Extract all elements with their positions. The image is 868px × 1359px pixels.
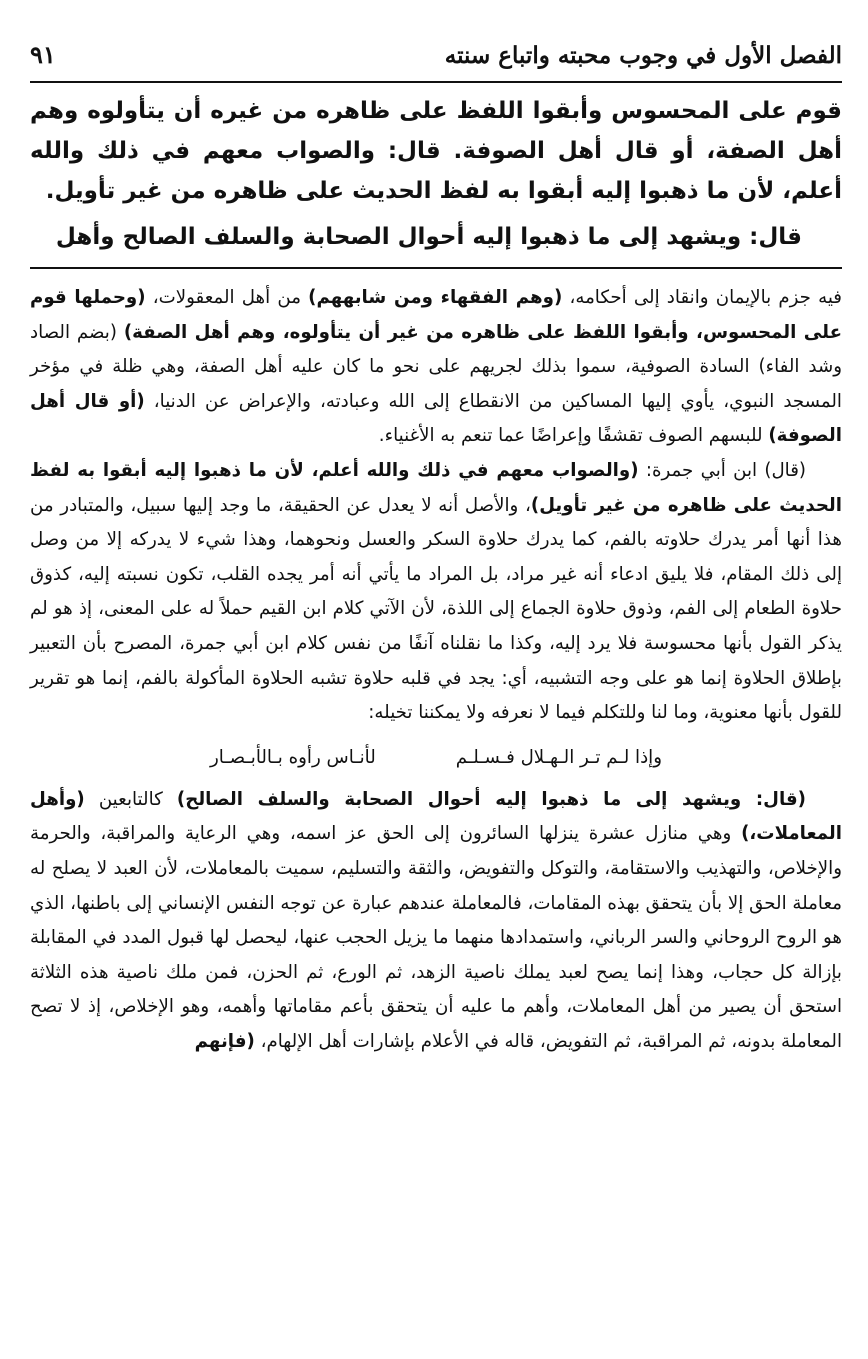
main-text <box>30 91 842 257</box>
main-paragraph: قال: ويشهد إلى ما ذهبوا إليه أحوال الصحابة والسلف الصالح وأهل <box>55 224 802 250</box>
commentary-text: من أهل المعقولات، <box>145 287 309 308</box>
verse-second-hemistich: لأنـاس رأوه بـالأبـصـار <box>210 746 376 768</box>
commentary-text: وهي منازل عشرة ينزلها السائرون إلى الحق عز اسمه، وهي الرعاية والمراقبة، والحرمة والإخلاص، والتهذيب والاستقامة، والتوكل والتفويض، والثقة والتسليم، سميت بالمعاملات، لأن العبد لا يصلح له معاملة الحق إلا بأن يتحقق بهذه المقامات، فالمعاملة عندهم عبارة عن توجه النفس الإنساني إلى باطنها، الذي هو الروح الروحاني والسر الرباني، واستمدادها منهما ما يزيل الحجب عنها، ليحصل لها قبول المدد في المقابلة بإزالة كل حجاب، وهذا إنما يصح لعبد يملك ناصية الزهد، ثم الورع، ثم الحزن، فمن ملك ناصية هذه الثلاثة استحق أن يصير من أهل المعاملات، وأهم ما عليه أن يتحقق بأعم مقاماتها وأهمه، وهو الإخلاص، إذ لا تصح المعاملة بدونه، ثم المراقبة، ثم التفويض، قاله في الأعلام بإشارات أهل الإلهام، <box>30 823 842 1052</box>
commentary-text: فيه جزم بالإيمان وانقاد إلى أحكامه، <box>562 287 842 308</box>
quoted-matn-text: (وحملها قوم على المحسوس، وأبقوا اللفظ على ظاهره من غير أن يتأولوه، وهم أهل الصفة) <box>30 287 843 343</box>
commentary-text: للبسهم الصوف تقشفًا وإعراضًا عما تنعم به الأغنياء. <box>378 425 769 447</box>
commentary-divider <box>30 267 842 269</box>
commentary-text: (قال) ابن أبي جمرة: <box>638 459 807 481</box>
quoted-matn-text: (فإنهم <box>194 1030 255 1052</box>
poetry-verse <box>30 735 842 781</box>
quoted-matn-text: (والصواب معهم في ذلك والله أعلم، لأن ما ذهبوا إليه أبقوا به لفظ الحديث على ظاهره من غير تأويل) <box>30 459 842 516</box>
quoted-matn-text: (وأهل المعاملات،) <box>30 788 842 845</box>
commentary-text: كالتابعين <box>84 788 177 810</box>
commentary-paragraph <box>30 454 842 731</box>
chapter-title: الفصل الأول في وجوب محبته واتباع سنته <box>444 42 842 69</box>
main-paragraph: قوم على المحسوس وأبقوا اللفظ على ظاهره من غيره أن يتأولوه وهم أهل الصفة، أو قال أهل الصوفة. قال: والصواب معهم في ذلك والله أعلم، لأن ما ذهبوا إليه أبقوا به لفظ الحديث على ظاهره من غير تأويل. <box>30 98 842 204</box>
quoted-matn-text: (وهم الفقهاء ومن شابههم) <box>308 287 563 308</box>
commentary-paragraph <box>30 281 842 454</box>
commentary <box>30 281 842 1059</box>
commentary-text: (بضم الصاد وشد الفاء) السادة الصوفية، سموا بذلك لجريهم على نحو ما كان عليه أهل الصفة، وهي ظلة في مؤخر المسجد النبوي، يأوي إليها المساكين من الانقطاع إلى الله وعبادته، والإعراض عن الدنيا، <box>30 321 842 412</box>
commentary-paragraph <box>30 783 842 1060</box>
quoted-matn-text: (قال: ويشهد إلى ما ذهبوا إليه أحوال الصحابة والسلف الصالح) <box>176 788 806 810</box>
page-number: ٩١ <box>30 40 56 69</box>
page-header <box>30 38 842 73</box>
quoted-matn-text: (أو قال أهل الصوفة) <box>30 390 842 447</box>
header-divider <box>30 81 842 83</box>
commentary-text: ، والأصل أنه لا يعدل عن الحقيقة، ما وجد إليها سبيل، والمتبادر من هذا أنها أمر يدرك حلاوته بالفم، كما يدرك حلاوة السكر والعسل ونحوهما، وهذا شيء لا يدركه إلا من وصل إلى ذلك المقام، فلا يليق ادعاء أنه غير مراد، بل المراد ما يأتي أنه أمر يجده القلب، تكون نسبته إليه، كذوق حلاوة الطعام إلى الفم، وذوق حلاوة الجماع إلى اللذة، لأن الآتي كلام ابن القيم حملاً له على المعنى، إذ هو لم يذكر القول بأنها محسوسة فلا يرد إليه، وكذا ما نقلناه آنفًا من نفس كلام ابن أبي جمرة، المصرح بأن التعبير بإطلاق الحلاوة إنما هو على وجه التشبيه، أي: يجد في قلبه حلاوة تشبه الحلاوة المأكولة بالفم، إنما هو تقرير للقول بأنها معنوية، وما لنا وللتكلم فيما لا نعرفه ولا يمكننا تخيله: <box>30 494 842 724</box>
verse-first-hemistich: وإذا لـم تـر الـهـلال فـسـلـم <box>455 746 663 768</box>
